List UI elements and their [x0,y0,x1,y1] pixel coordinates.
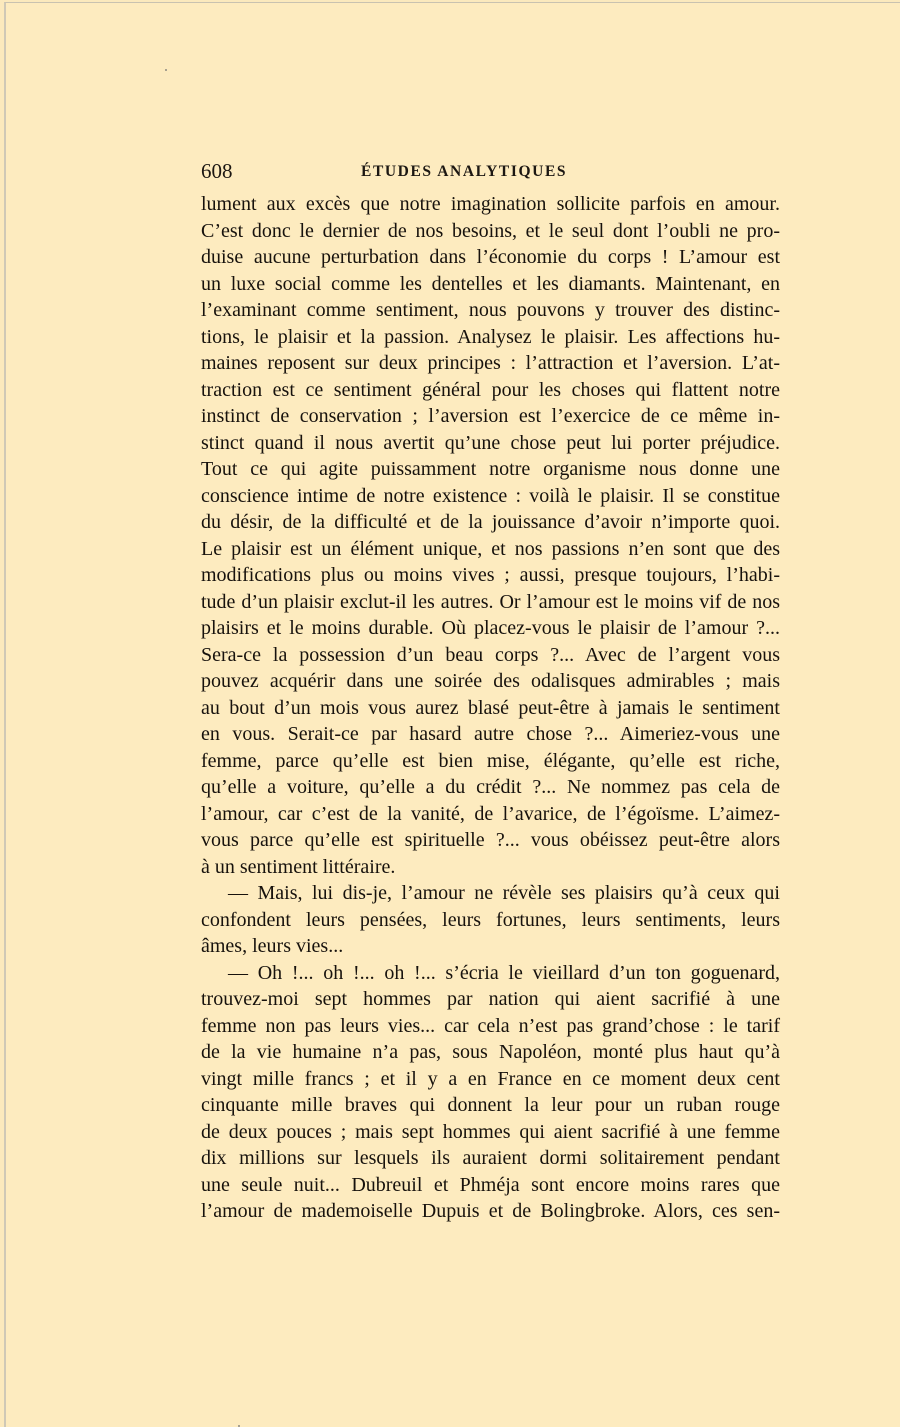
text-line: âmes, leurs vies... [201,935,344,957]
text-line: trouvez-moi sept hommes par nation qui aient sacrifié à une [201,988,780,1010]
text-line: pouvez acquérir dans une soirée des odalisques admirables ; mais [201,670,780,692]
text-line: confondent leurs pensées, leurs fortunes, leurs sentiments, leurs [201,908,780,931]
text-line: un luxe social comme les dentelles et les diamants. Maintenant, en [201,272,780,295]
text-line: traction est ce sentiment général pour les choses qui flattent notre [201,378,780,401]
text-line: Sera-ce la possession d’un beau corps ?... Avec de l’argent vous [201,643,780,666]
text-line: qu’elle a voiture, qu’elle a du crédit ?... Ne nommez pas cela de [201,776,780,798]
text-line: instinct de conservation ; l’aversion est l’exercice de ce même in- [201,405,780,427]
running-head: ÉTUDES ANALYTIQUES [361,163,568,180]
text-line: l’amour, car c’est de la vanité, de l’avarice, de l’égoïsme. L’aimez- [201,802,780,825]
page-number: 608 [201,159,233,183]
text-line: de deux pouces ; mais sept hommes qui aient sacrifié à une femme [201,1120,780,1143]
body-text [201,191,780,1225]
text-line: l’examinant comme sentiment, nous pouvons y trouver des distinc- [201,299,780,321]
text-line: vous parce qu’elle est spirituelle ?... vous obéissez peut-être alors [201,829,780,851]
text-line: du désir, de la difficulté et de la jouissance d’avoir n’importe quoi. [201,511,780,533]
text-line: tions, le plaisir et la passion. Analysez le plaisir. Les affections hu- [201,325,780,348]
text-line: tude d’un plaisir exclut-il les autres. Or l’amour est le moins vif de nos [201,590,780,613]
text-line: femme, parce qu’elle est bien mise, élégante, qu’elle est riche, [201,749,780,772]
text-line: Le plaisir est un élément unique, et nos passions n’en sont que des [201,537,780,560]
text-line: vingt mille francs ; et il y a en France en ce moment deux cent [201,1067,780,1090]
text-line: de la vie humaine n’a pas, sous Napoléon, monté plus haut qu’à [201,1041,780,1063]
text-line: au bout d’un mois vous aurez blasé peut-être à jamais le sentiment [201,696,780,719]
text-line: Tout ce qui agite puissamment notre organisme nous donne une [201,458,780,480]
text-line: à un sentiment littéraire. [201,855,396,878]
text-line: modifications plus ou moins vives ; aussi, presque toujours, l’habi- [201,564,780,586]
text-line: lument aux excès que notre imagination sollicite parfois en amour. [201,193,780,215]
text-line: plaisirs et le moins durable. Où placez-vous le plaisir de l’amour ?... [201,617,780,639]
text-line: dix millions sur lesquels ils auraient dormi solitairement pendant [201,1147,780,1169]
text-line: femme non pas leurs vies... car cela n’est pas grand’chose : le tarif [201,1014,780,1037]
text-line: duise aucune perturbation dans l’économie du corps ! L’amour est [201,246,780,268]
text-line: cinquante mille braves qui donnent la leur pour un ruban rouge [201,1094,780,1116]
text-line: maines reposent sur deux principes : l’attraction et l’aversion. L’at- [201,352,780,374]
text-line: conscience intime de notre existence : voilà le plaisir. Il se constitue [201,484,780,507]
page-header [201,158,781,184]
text-line: stinct quand il nous avertit qu’une chose peut lui porter préjudice. [201,431,780,454]
paper-speck [165,69,167,71]
text-line: — Mais, lui dis-je, l’amour ne révèle ses plaisirs qu’à ceux qui [228,882,780,904]
text-line: — Oh !... oh !... oh !... s’écria le vieillard d’un ton goguenard, [228,961,780,984]
text-line: une seule nuit... Dubreuil et Phméja sont encore moins rares que [201,1173,780,1196]
text-line: l’amour de mademoiselle Dupuis et de Bolingbroke. Alors, ces sen- [201,1200,780,1222]
text-line: en vous. Serait-ce par hasard autre chose ?... Aimeriez-vous une [201,723,780,745]
text-line: C’est donc le dernier de nos besoins, et le seul dont l’oubli ne pro- [201,219,780,242]
